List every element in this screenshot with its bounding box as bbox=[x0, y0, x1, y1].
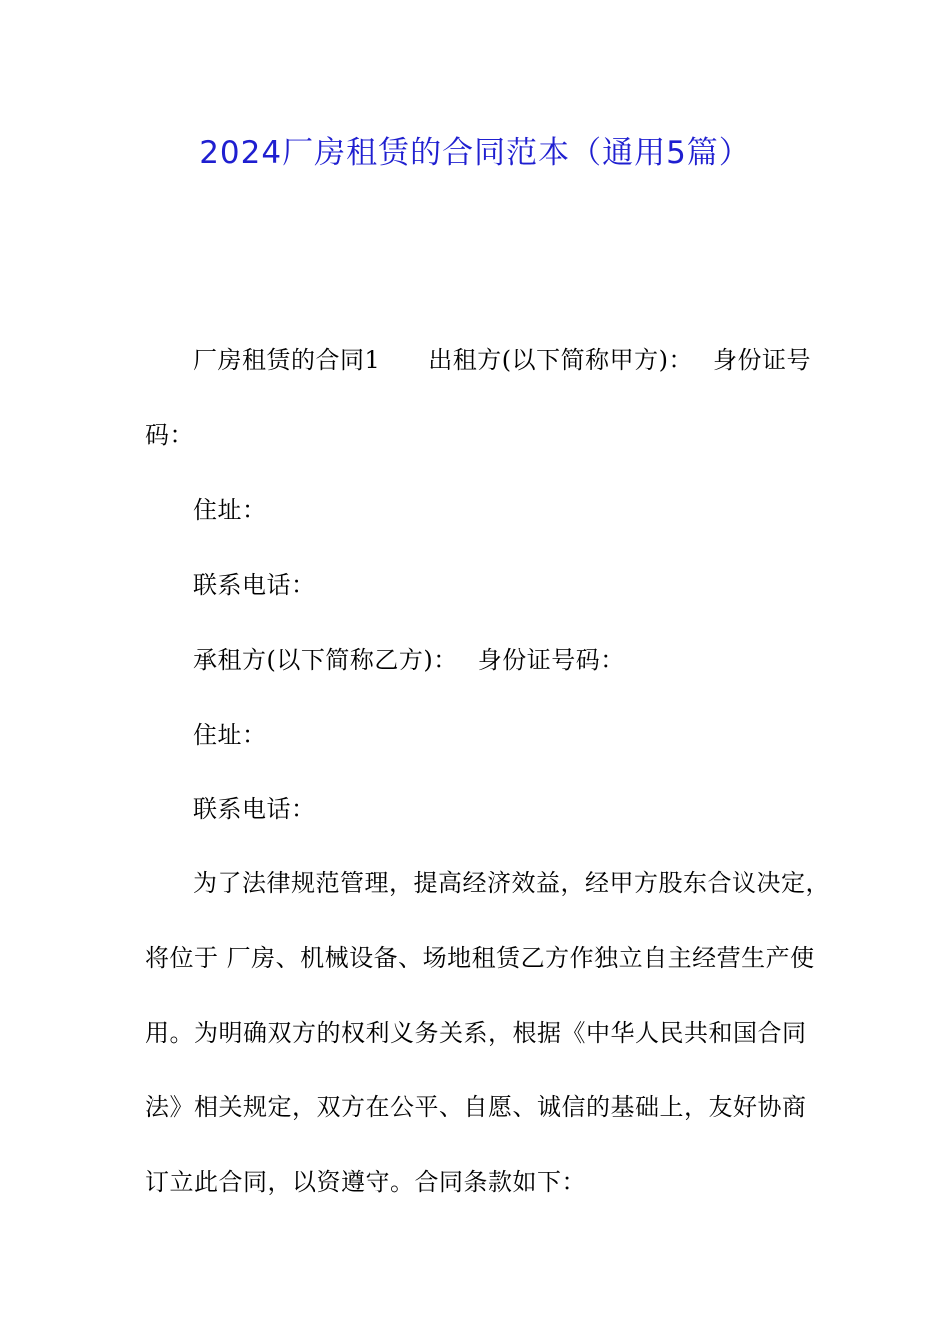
lessee-phone: 联系电话： bbox=[193, 795, 316, 823]
section-label: 厂房租赁的合同1 bbox=[193, 346, 381, 374]
preamble-line: 法》相关规定，双方在公平、自愿、诚信的基础上，友好协商 bbox=[145, 1093, 807, 1121]
lessor-label: 出租方(以下简称甲方)： bbox=[428, 346, 694, 374]
lessee-line bbox=[193, 643, 625, 677]
lessor-id-label-continued: 码： bbox=[145, 421, 194, 449]
preamble-line: 为了法律规范管理，提高经济效益，经甲方股东合议决定， bbox=[193, 869, 830, 897]
lessee-address: 住址： bbox=[193, 721, 267, 749]
preamble-line: 用。为明确双方的权利义务关系，根据《中华人民共和国合同 bbox=[145, 1019, 807, 1047]
document-title: 2024厂房租赁的合同范本（通用5篇） bbox=[199, 135, 751, 171]
lessee-id-label: 身份证号码： bbox=[477, 646, 625, 674]
lessor-address: 住址： bbox=[193, 496, 267, 524]
preamble-line: 将位于 厂房、机械设备、场地租赁乙方作独立自主经营生产使 bbox=[145, 944, 815, 972]
lessee-label: 承租方(以下简称乙方)： bbox=[193, 646, 458, 674]
lessor-id-label: 身份证号 bbox=[713, 346, 812, 374]
preamble-line: 订立此合同，以资遵守。合同条款如下： bbox=[145, 1168, 586, 1196]
heading-line bbox=[193, 343, 811, 377]
lessor-phone: 联系电话： bbox=[193, 571, 316, 599]
